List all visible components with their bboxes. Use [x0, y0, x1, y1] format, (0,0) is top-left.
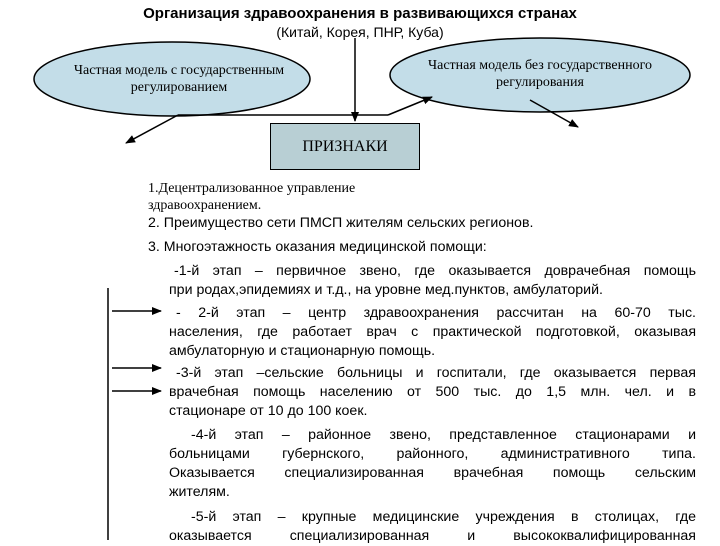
stage-3: [169, 364, 696, 421]
stage-5: [169, 508, 696, 546]
stage-4-line-4: жителям.: [169, 484, 230, 500]
left-ellipse-line-1: Частная модель с государственным: [73, 63, 285, 78]
left-ellipse: [44, 62, 314, 96]
arrow-to-left-ellipse: [126, 115, 178, 143]
stage-2: [169, 304, 696, 361]
stage-5-line-2: оказывается специализированная и высококвалифицированная: [169, 528, 696, 544]
stage-2-line-2: населения, где работает врач с практической подготовкой, оказывая: [169, 324, 696, 340]
stage-4-line-1: -4-й этап – районное звено, представленное стационарами и: [191, 427, 696, 443]
stage-2-line-3: амбулаторную и стационарную помощь.: [169, 343, 436, 359]
left-ellipse-line-2: регулированием: [130, 80, 228, 95]
list-item-1-line-2: здравоохранением.: [148, 198, 262, 213]
stage-4-line-3: Оказывается специализированная врачебная помощь сельским: [169, 465, 696, 481]
stage-4: [169, 426, 696, 502]
right-ellipse-line-1: Частная модель без государственного: [428, 58, 652, 73]
stage-1-line-2: при родах,эпидемиях и т.д., на уровне мед.пунктов, амбулаторий.: [169, 282, 603, 298]
stage-1: [169, 262, 696, 300]
right-ellipse-line-2: регулирования: [496, 75, 584, 90]
list-item-3: 3. Многоэтажность оказания медицинской помощи:: [148, 239, 487, 255]
stage-3-line-2: врачебная помощь населению от 500 тыс. до 1,5 млн. чел. и в: [169, 384, 696, 400]
page-subtitle: (Китай, Корея, ПНР, Куба): [276, 24, 444, 40]
stage-5-line-1: -5-й этап – крупные медицинские учреждения в столицах, где: [191, 509, 696, 525]
page-title: Организация здравоохранения в развивающихся странах: [143, 5, 577, 22]
right-ellipse: [398, 57, 682, 91]
stage-3-line-1: -3-й этап –сельские больницы и госпитали, где оказывается первая: [176, 365, 696, 381]
stage-1-line-1: -1-й этап – первичное звено, где оказывается доврачебная помощь: [174, 263, 696, 279]
list-item-1-line-1: 1.Децентрализованное управление: [148, 181, 356, 196]
stage-4-line-2: больницами губернского, районного, административного типа.: [169, 446, 696, 462]
arrow-to-right-ellipse: [388, 97, 432, 115]
center-box: ПРИЗНАКИ: [270, 123, 420, 170]
stage-2-line-1: - 2-й этап – центр здравоохранения рассчитан на 60-70 тыс.: [176, 305, 696, 321]
list-item-2: 2. Преимущество сети ПМСП жителям сельских регионов.: [148, 215, 534, 231]
stage-3-line-3: стационаре от 10 до 100 коек.: [169, 403, 368, 419]
